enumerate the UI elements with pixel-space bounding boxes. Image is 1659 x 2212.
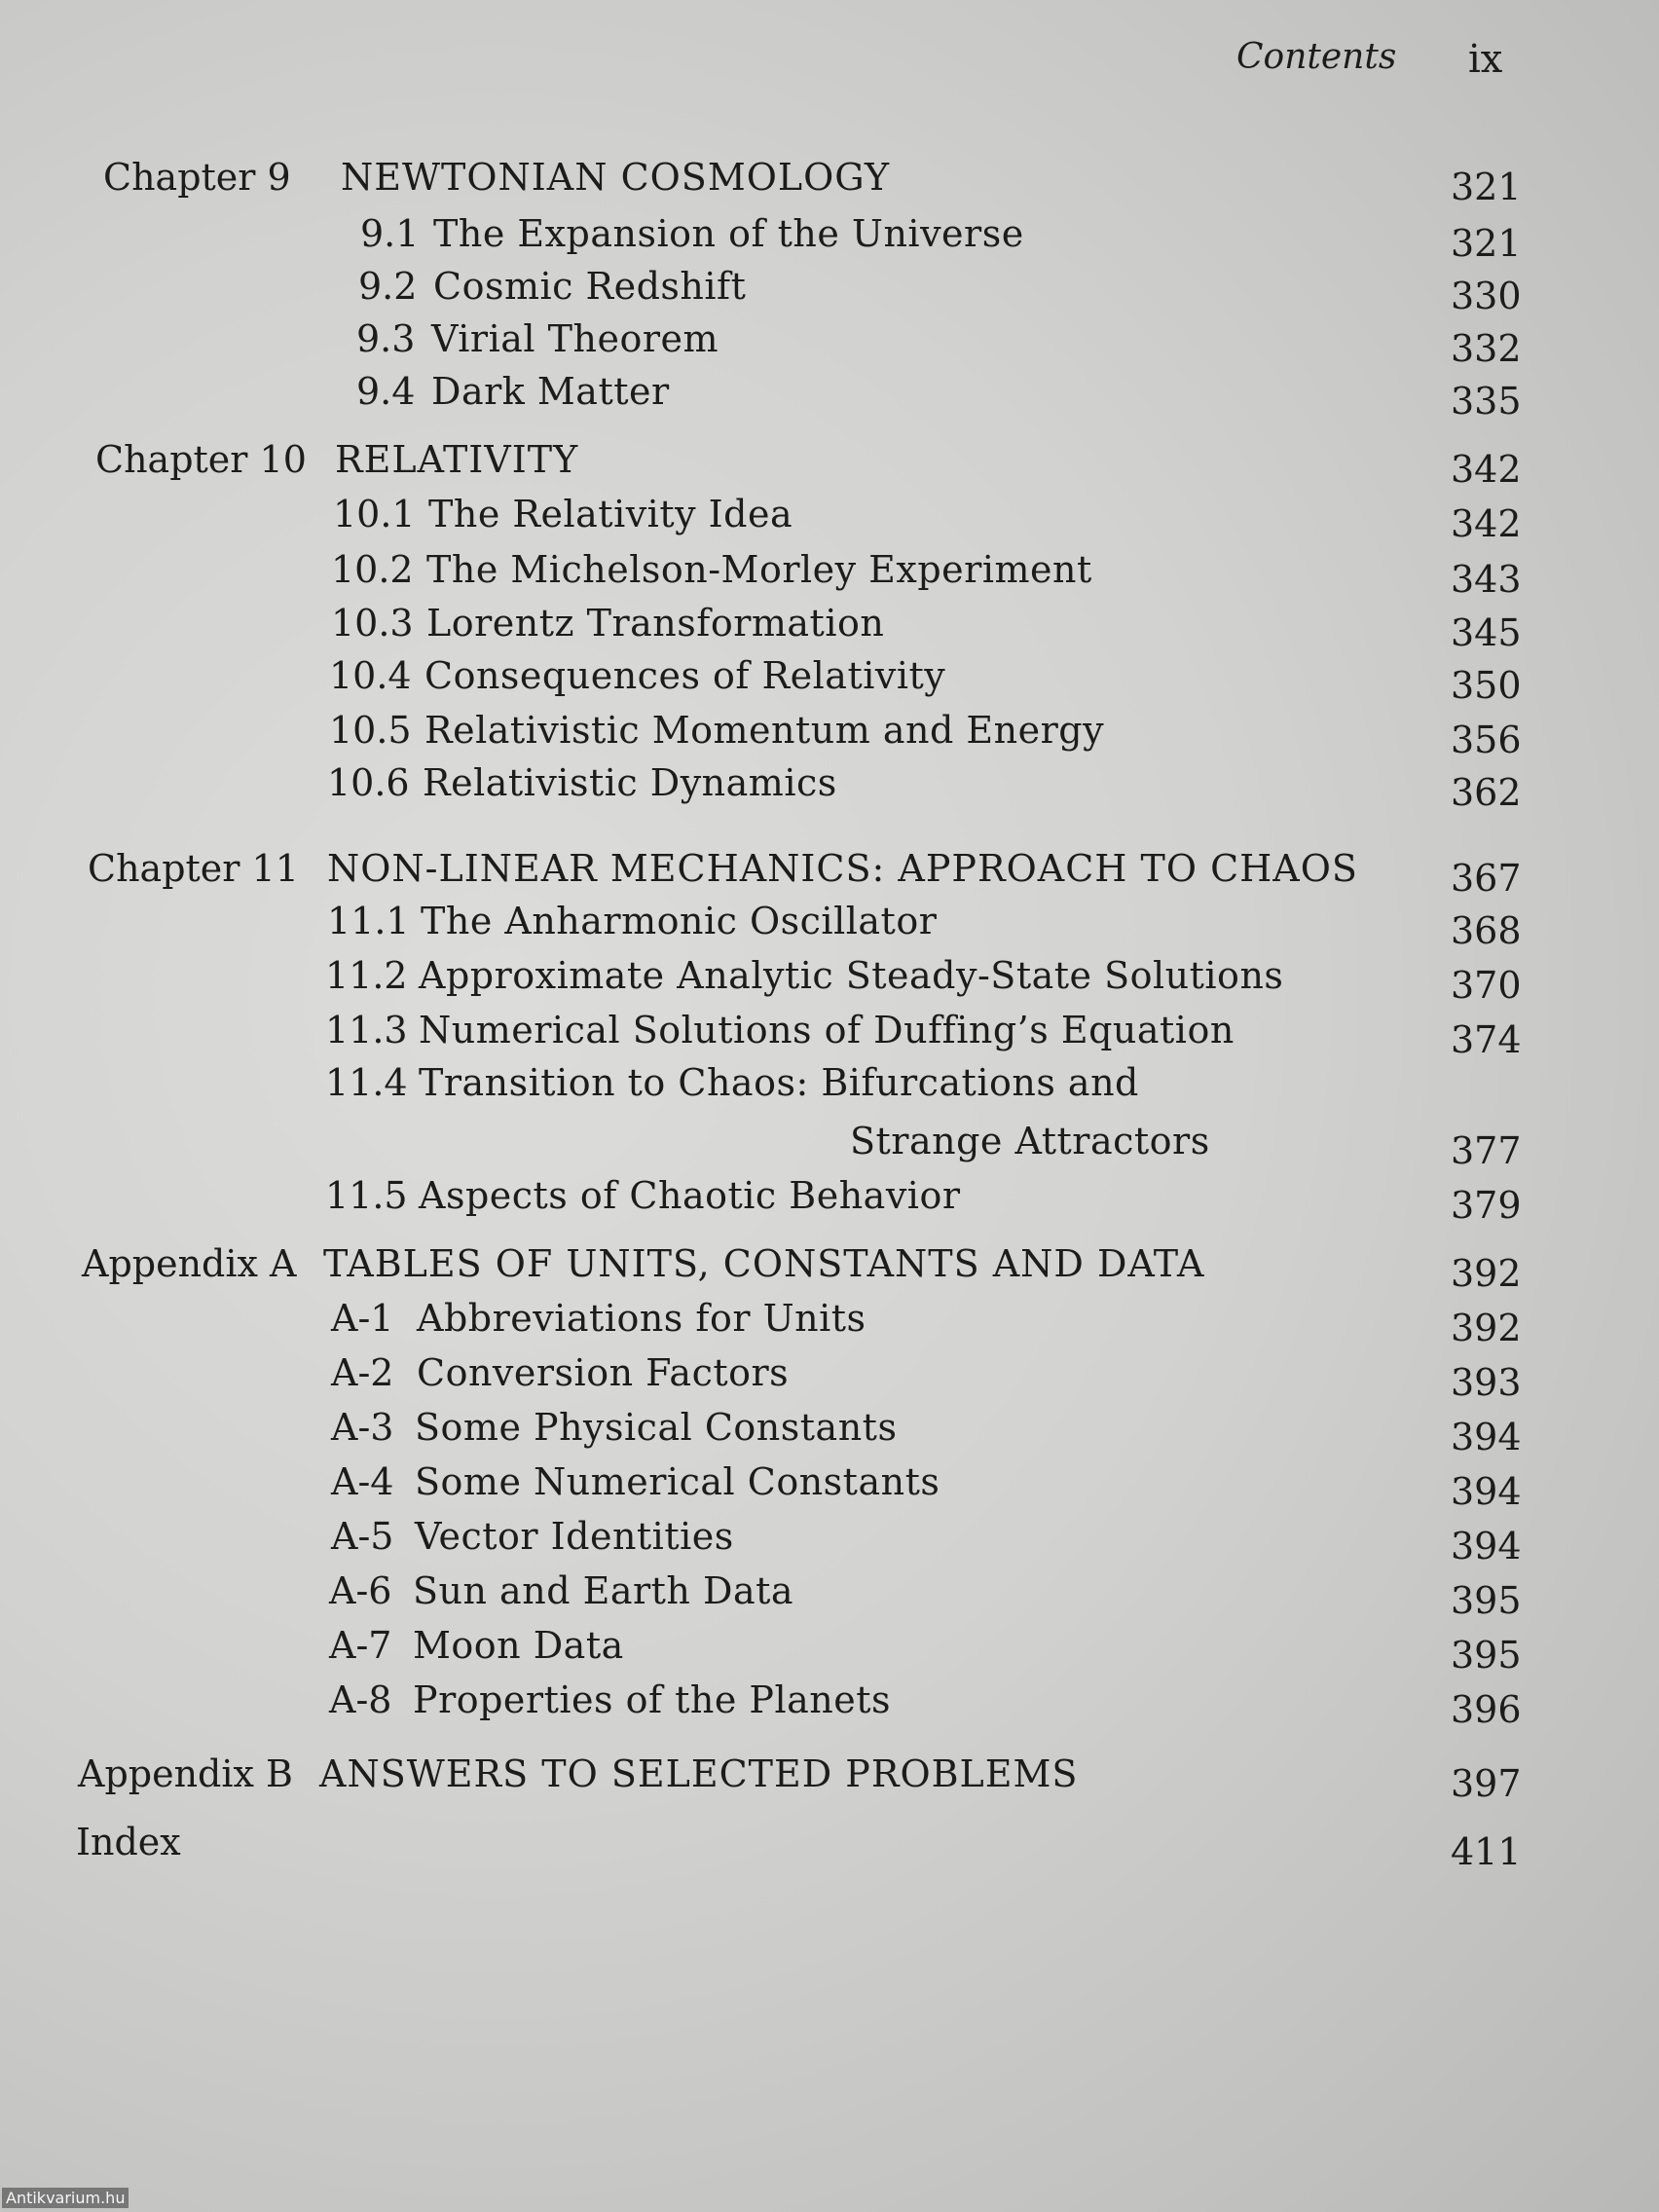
toc-entry — [0, 493, 1659, 543]
entry-page-number: 394 — [1451, 1416, 1522, 1458]
toc-heading-entry — [0, 156, 1659, 206]
entry-number: 9.1 — [360, 212, 420, 255]
toc-entry — [0, 1515, 1659, 1566]
entry-number: Index — [76, 1821, 181, 1863]
entry-number: Appendix A — [82, 1242, 297, 1285]
toc-entry — [0, 265, 1659, 315]
entry-number: 11.5 — [325, 1174, 408, 1217]
entry-title: ANSWERS TO SELECTED PROBLEMS — [319, 1752, 1079, 1795]
entry-number: Chapter 9 — [103, 156, 291, 199]
entry-number: 11.2 — [325, 954, 408, 997]
entry-number: 10.5 — [329, 709, 412, 752]
entry-page-number: 395 — [1451, 1579, 1522, 1622]
entry-page-number: 394 — [1451, 1470, 1522, 1513]
entry-number: A-8 — [329, 1678, 392, 1721]
entry-page-number: 321 — [1451, 222, 1522, 265]
entry-page-number: 394 — [1451, 1525, 1522, 1567]
toc-entry — [0, 1297, 1659, 1347]
entry-number: A-1 — [331, 1297, 394, 1340]
entry-number: 10.1 — [333, 493, 416, 535]
entry-title: RELATIVITY — [335, 438, 579, 481]
entry-number: 10.3 — [331, 602, 414, 645]
entry-title: The Michelson-Morley Experiment — [426, 548, 1092, 591]
entry-page-number: 356 — [1451, 719, 1522, 761]
toc-entry — [0, 761, 1659, 812]
toc-heading-entry — [0, 847, 1659, 898]
entry-number: A-7 — [329, 1624, 392, 1667]
entry-page-number: 379 — [1451, 1184, 1522, 1227]
entry-page-number: 374 — [1451, 1018, 1522, 1061]
toc-entry — [0, 1624, 1659, 1675]
entry-number: A-5 — [331, 1515, 394, 1558]
entry-page-number: 411 — [1451, 1830, 1522, 1873]
entry-title: Moon Data — [413, 1624, 624, 1667]
entry-title: Strange Attractors — [850, 1120, 1210, 1162]
entry-page-number: 342 — [1451, 448, 1522, 491]
toc-entry — [0, 370, 1659, 421]
toc-entry — [0, 654, 1659, 705]
entry-page-number: 330 — [1451, 275, 1522, 317]
toc-heading-entry — [0, 438, 1659, 489]
entry-title: Approximate Analytic Steady-State Solutions — [419, 954, 1284, 997]
entry-page-number: 377 — [1451, 1129, 1522, 1172]
page-number: ix — [1468, 37, 1503, 82]
entry-title: Numerical Solutions of Duffing’s Equation — [419, 1009, 1235, 1051]
toc-entry — [0, 954, 1659, 1005]
entry-number: 9.2 — [358, 265, 418, 308]
entry-page-number: 397 — [1451, 1762, 1522, 1805]
entry-page-number: 335 — [1451, 380, 1522, 423]
entry-page-number: 392 — [1451, 1252, 1522, 1295]
entry-title: Some Physical Constants — [415, 1406, 898, 1449]
toc-entry — [0, 317, 1659, 368]
toc-entry — [0, 602, 1659, 652]
entry-title: Dark Matter — [431, 370, 670, 413]
entry-number: 9.4 — [356, 370, 416, 413]
entry-page-number: 342 — [1451, 502, 1522, 545]
entry-page-number: 395 — [1451, 1634, 1522, 1677]
entry-title: Virial Theorem — [431, 317, 719, 360]
entry-number: 11.4 — [325, 1061, 408, 1104]
entry-page-number: 370 — [1451, 964, 1522, 1007]
toc-entry — [0, 900, 1659, 950]
entry-title: The Anharmonic Oscillator — [421, 900, 938, 942]
entry-number: 9.3 — [356, 317, 416, 360]
entry-number: Appendix B — [78, 1752, 293, 1795]
entry-title: The Expansion of the Universe — [433, 212, 1024, 255]
entry-number: Chapter 11 — [88, 847, 299, 890]
entry-page-number: 350 — [1451, 664, 1522, 707]
entry-title: Properties of the Planets — [413, 1678, 892, 1721]
entry-title: Consequences of Relativity — [424, 654, 946, 697]
watermark: Antikvarium.hu — [2, 2188, 129, 2208]
entry-title: Abbreviations for Units — [417, 1297, 866, 1340]
running-title: Contents — [1236, 37, 1397, 77]
entry-number: A-3 — [331, 1406, 394, 1449]
entry-title: TABLES OF UNITS, CONSTANTS AND DATA — [323, 1242, 1205, 1285]
entry-page-number: 367 — [1451, 857, 1522, 900]
toc-entry — [0, 1406, 1659, 1456]
entry-number: 11.3 — [325, 1009, 408, 1051]
entry-number: 10.4 — [329, 654, 412, 697]
entry-page-number: 368 — [1451, 909, 1522, 952]
entry-number: A-4 — [331, 1460, 394, 1503]
toc-heading-entry — [0, 1242, 1659, 1293]
toc-entry — [0, 1678, 1659, 1729]
entry-title: Some Numerical Constants — [415, 1460, 940, 1503]
entry-number: 10.2 — [331, 548, 414, 591]
toc-entry — [0, 1120, 1659, 1170]
entry-page-number: 396 — [1451, 1688, 1522, 1731]
entry-number: A-2 — [331, 1351, 394, 1394]
toc-heading-entry — [0, 1752, 1659, 1803]
entry-title: Lorentz Transformation — [426, 602, 885, 645]
entry-title: NON-LINEAR MECHANICS: APPROACH TO CHAOS — [327, 847, 1358, 890]
toc-heading-entry — [0, 1821, 1659, 1871]
entry-page-number: 321 — [1451, 166, 1522, 208]
entry-title: NEWTONIAN COSMOLOGY — [341, 156, 891, 199]
toc-entry — [0, 1061, 1659, 1112]
entry-title: Relativistic Dynamics — [423, 761, 837, 804]
entry-number: Chapter 10 — [95, 438, 307, 481]
entry-number: 11.1 — [327, 900, 410, 942]
entry-page-number: 392 — [1451, 1307, 1522, 1349]
entry-title: Conversion Factors — [417, 1351, 790, 1394]
entry-page-number: 332 — [1451, 327, 1522, 370]
entry-page-number: 343 — [1451, 558, 1522, 601]
toc-entry — [0, 709, 1659, 759]
entry-title: Transition to Chaos: Bifurcations and — [419, 1061, 1139, 1104]
entry-title: The Relativity Idea — [428, 493, 793, 535]
entry-title: Aspects of Chaotic Behavior — [419, 1174, 961, 1217]
entry-number: 10.6 — [327, 761, 410, 804]
entry-title: Sun and Earth Data — [413, 1569, 794, 1612]
entry-page-number: 345 — [1451, 611, 1522, 654]
entry-title: Relativistic Momentum and Energy — [424, 709, 1105, 752]
entry-title: Cosmic Redshift — [433, 265, 747, 308]
toc-entry — [0, 1174, 1659, 1225]
entry-page-number: 362 — [1451, 771, 1522, 814]
toc-entry — [0, 1009, 1659, 1059]
entry-number: A-6 — [329, 1569, 392, 1612]
entry-title: Vector Identities — [415, 1515, 734, 1558]
toc-entry — [0, 1351, 1659, 1402]
toc-entry — [0, 1460, 1659, 1511]
toc-entry — [0, 548, 1659, 599]
toc-entry — [0, 212, 1659, 263]
entry-page-number: 393 — [1451, 1361, 1522, 1404]
toc-entry — [0, 1569, 1659, 1620]
